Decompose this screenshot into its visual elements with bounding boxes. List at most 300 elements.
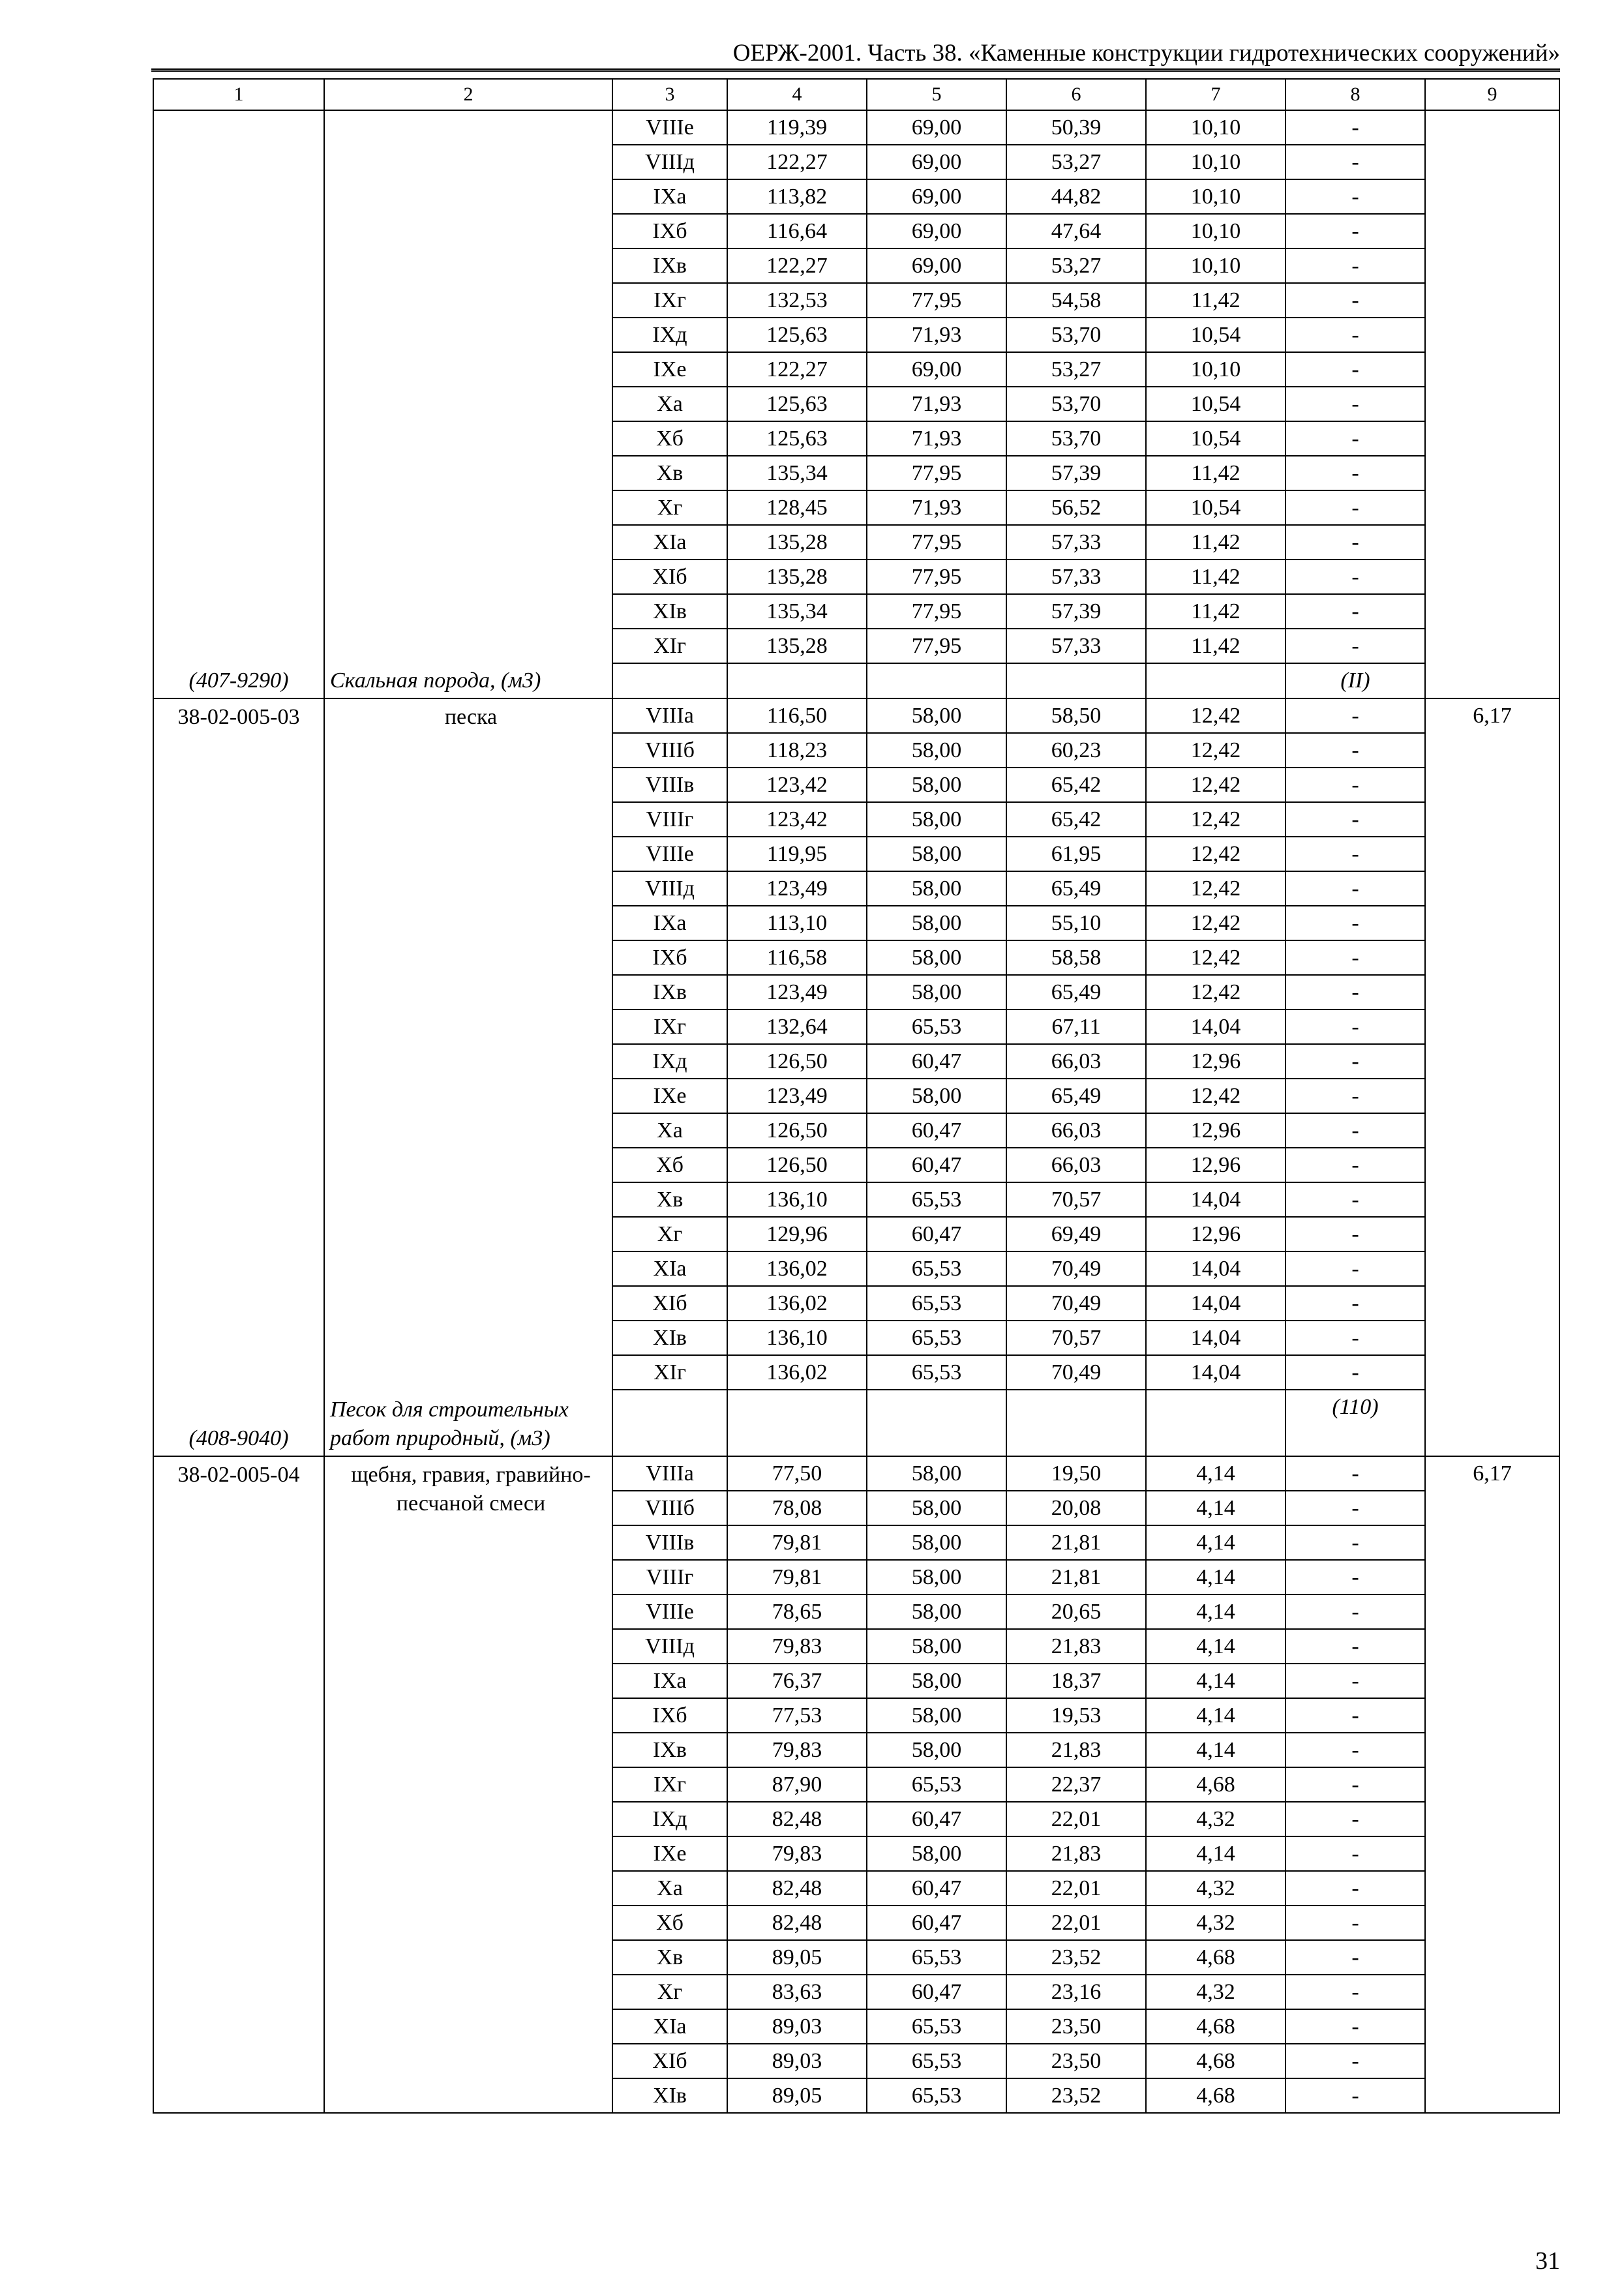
total-cost-cell: 123,49 (727, 871, 867, 906)
wages-cell: 58,00 (867, 837, 1006, 871)
materials-cell: - (1286, 1321, 1425, 1355)
total-cost-cell: 116,58 (727, 940, 867, 975)
zone-cell: IXб (612, 214, 727, 248)
machine-cost-cell: 22,01 (1006, 1802, 1146, 1836)
machine-cost-cell: 58,58 (1006, 940, 1146, 975)
total-cost-cell: 126,50 (727, 1113, 867, 1148)
machinist-wages-cell: 14,04 (1146, 1321, 1286, 1355)
resource-name: Песок для строительных работ природный, (м3) (330, 1398, 569, 1450)
machine-cost-cell: 65,42 (1006, 802, 1146, 837)
total-cost-cell: 135,34 (727, 594, 867, 629)
machine-cost-cell: 61,95 (1006, 837, 1146, 871)
wages-cell: 77,95 (867, 629, 1006, 663)
zone-cell: IXг (612, 1010, 727, 1044)
zone-cell: IXв (612, 1733, 727, 1767)
materials-cell: - (1286, 1113, 1425, 1148)
zone-cell: IXa (612, 906, 727, 940)
total-cost-cell: 89,05 (727, 2078, 867, 2113)
empty-cell (612, 663, 727, 698)
zone-cell: IXв (612, 248, 727, 283)
column-number: 6 (1006, 79, 1146, 110)
wages-cell: 60,47 (867, 1113, 1006, 1148)
materials-cell: - (1286, 594, 1425, 629)
materials-cell: - (1286, 1836, 1425, 1871)
machinist-wages-cell: 12,42 (1146, 1079, 1286, 1113)
column-number: 1 (153, 79, 324, 110)
total-cost-cell: 89,05 (727, 1940, 867, 1975)
wages-cell: 58,00 (867, 871, 1006, 906)
machine-cost-cell: 22,37 (1006, 1767, 1146, 1802)
materials-cell: - (1286, 1217, 1425, 1251)
wages-cell: 77,95 (867, 283, 1006, 318)
zone-cell: XIa (612, 2009, 727, 2044)
machine-cost-cell: 70,57 (1006, 1321, 1146, 1355)
total-cost-cell: 77,50 (727, 1456, 867, 1491)
zone-cell: VIIIa (612, 698, 727, 733)
zone-cell: XIв (612, 2078, 727, 2113)
machinist-wages-cell: 4,68 (1146, 2009, 1286, 2044)
machinist-wages-cell: 12,42 (1146, 975, 1286, 1010)
materials-cell: - (1286, 145, 1425, 179)
zone-cell: VIIIв (612, 768, 727, 802)
zone-cell: Xв (612, 456, 727, 490)
machine-cost-cell: 53,27 (1006, 145, 1146, 179)
materials-cell: - (1286, 975, 1425, 1010)
materials-cell: - (1286, 1560, 1425, 1594)
materials-cell: - (1286, 387, 1425, 421)
machine-cost-cell: 66,03 (1006, 1044, 1146, 1079)
wages-cell: 65,53 (867, 2009, 1006, 2044)
machinist-wages-cell: 12,42 (1146, 906, 1286, 940)
machine-cost-cell: 53,70 (1006, 387, 1146, 421)
norm-code-cell (153, 1456, 324, 2113)
wages-cell: 65,53 (867, 1286, 1006, 1321)
total-cost-cell: 87,90 (727, 1767, 867, 1802)
wages-cell: 60,47 (867, 1871, 1006, 1906)
wages-cell: 58,00 (867, 1456, 1006, 1491)
materials-cell: - (1286, 214, 1425, 248)
wages-cell: 77,95 (867, 560, 1006, 594)
wages-cell: 65,53 (867, 1010, 1006, 1044)
total-cost-cell: 82,48 (727, 1871, 867, 1906)
machinist-wages-cell: 4,14 (1146, 1560, 1286, 1594)
machinist-wages-cell: 12,96 (1146, 1148, 1286, 1182)
machine-cost-cell: 23,52 (1006, 1940, 1146, 1975)
materials-cell: - (1286, 2009, 1425, 2044)
wages-cell: 65,53 (867, 1355, 1006, 1390)
materials-cell: - (1286, 1594, 1425, 1629)
machinist-wages-cell: 11,42 (1146, 560, 1286, 594)
machinist-wages-cell: 4,32 (1146, 1871, 1286, 1906)
machine-cost-cell: 21,81 (1006, 1560, 1146, 1594)
zone-cell: Xб (612, 1906, 727, 1940)
machinist-wages-cell: 4,14 (1146, 1594, 1286, 1629)
wages-cell: 58,00 (867, 1836, 1006, 1871)
zone-cell: VIIIг (612, 802, 727, 837)
materials-cell: - (1286, 698, 1425, 733)
machine-cost-cell: 53,70 (1006, 318, 1146, 352)
machine-cost-cell: 55,10 (1006, 906, 1146, 940)
total-cost-cell: 122,27 (727, 145, 867, 179)
wages-cell: 77,95 (867, 525, 1006, 560)
column-number: 4 (727, 79, 867, 110)
materials-cell: - (1286, 1044, 1425, 1079)
zone-cell: Xв (612, 1940, 727, 1975)
materials-cell: - (1286, 1182, 1425, 1217)
machinist-wages-cell: 10,54 (1146, 421, 1286, 456)
materials-cell: - (1286, 179, 1425, 214)
total-cost-cell: 125,63 (727, 421, 867, 456)
zone-cell: XIг (612, 1355, 727, 1390)
total-cost-cell: 118,23 (727, 733, 867, 768)
total-cost-cell: 136,02 (727, 1251, 867, 1286)
machine-cost-cell: 57,39 (1006, 456, 1146, 490)
machine-cost-cell: 21,83 (1006, 1836, 1146, 1871)
wages-cell: 60,47 (867, 1975, 1006, 2009)
machine-cost-cell: 65,49 (1006, 871, 1146, 906)
norm-name: щебня, гравия, гравийно-песчаной смеси (351, 1463, 591, 1516)
total-cost-cell: 136,10 (727, 1182, 867, 1217)
machine-cost-cell: 53,70 (1006, 421, 1146, 456)
machine-cost-cell: 57,33 (1006, 629, 1146, 663)
machinist-wages-cell: 12,96 (1146, 1113, 1286, 1148)
machine-cost-cell: 57,39 (1006, 594, 1146, 629)
machinist-wages-cell: 12,42 (1146, 768, 1286, 802)
wages-cell: 65,53 (867, 1251, 1006, 1286)
machinist-wages-cell: 12,42 (1146, 802, 1286, 837)
total-cost-cell: 129,96 (727, 1217, 867, 1251)
resource-name: Скальная порода, (м3) (330, 668, 541, 693)
labor-cost-cell (1425, 1456, 1559, 2113)
empty-cell (867, 663, 1006, 698)
wages-cell: 69,00 (867, 352, 1006, 387)
empty-cell (1006, 1390, 1146, 1456)
machine-cost-cell: 50,39 (1006, 110, 1146, 145)
column-number: 3 (612, 79, 727, 110)
empty-cell (612, 1390, 727, 1456)
machinist-wages-cell: 4,68 (1146, 2044, 1286, 2078)
machine-cost-cell: 60,23 (1006, 733, 1146, 768)
norm-code-cell (153, 110, 324, 698)
machine-cost-cell: 66,03 (1006, 1113, 1146, 1148)
machine-cost-cell: 23,52 (1006, 2078, 1146, 2113)
materials-cell: - (1286, 1767, 1425, 1802)
materials-cell: - (1286, 1251, 1425, 1286)
resource-materials: (II) (1286, 663, 1425, 698)
zone-cell: XIб (612, 560, 727, 594)
total-cost-cell: 79,81 (727, 1560, 867, 1594)
norm-name-cell (324, 1456, 612, 2113)
materials-cell: - (1286, 2078, 1425, 2113)
machinist-wages-cell: 4,14 (1146, 1525, 1286, 1560)
total-cost-cell: 82,48 (727, 1906, 867, 1940)
zone-cell: VIIIб (612, 1491, 727, 1525)
materials-cell: - (1286, 1802, 1425, 1836)
machine-cost-cell: 70,49 (1006, 1355, 1146, 1390)
materials-cell: - (1286, 283, 1425, 318)
machine-cost-cell: 53,27 (1006, 248, 1146, 283)
materials-cell: - (1286, 110, 1425, 145)
zone-cell: IXe (612, 352, 727, 387)
machine-cost-cell: 70,49 (1006, 1286, 1146, 1321)
total-cost-cell: 125,63 (727, 387, 867, 421)
wages-cell: 65,53 (867, 1767, 1006, 1802)
materials-cell: - (1286, 768, 1425, 802)
zone-cell: Xa (612, 1871, 727, 1906)
resource-materials: (110) (1286, 1390, 1425, 1456)
machinist-wages-cell: 12,96 (1146, 1044, 1286, 1079)
empty-cell (1146, 1390, 1286, 1456)
column-number: 9 (1425, 79, 1559, 110)
wages-cell: 71,93 (867, 490, 1006, 525)
zone-cell: VIIIe (612, 110, 727, 145)
machine-cost-cell: 19,53 (1006, 1698, 1146, 1733)
zone-cell: Xa (612, 387, 727, 421)
machinist-wages-cell: 4,14 (1146, 1733, 1286, 1767)
empty-cell (727, 663, 867, 698)
wages-cell: 77,95 (867, 594, 1006, 629)
materials-cell: - (1286, 1733, 1425, 1767)
wages-cell: 65,53 (867, 1940, 1006, 1975)
materials-cell: - (1286, 1871, 1425, 1906)
zone-cell: VIIIe (612, 837, 727, 871)
wages-cell: 65,53 (867, 2044, 1006, 2078)
machine-cost-cell: 65,49 (1006, 1079, 1146, 1113)
total-cost-cell: 123,42 (727, 768, 867, 802)
materials-cell: - (1286, 1355, 1425, 1390)
wages-cell: 58,00 (867, 1079, 1006, 1113)
machinist-wages-cell: 4,14 (1146, 1629, 1286, 1664)
total-cost-cell: 78,65 (727, 1594, 867, 1629)
norm-code: 38-02-005-04 (177, 1463, 300, 1487)
total-cost-cell: 113,10 (727, 906, 867, 940)
machine-cost-cell: 57,33 (1006, 525, 1146, 560)
machinist-wages-cell: 4,32 (1146, 1906, 1286, 1940)
materials-cell: - (1286, 1906, 1425, 1940)
zone-cell: IXe (612, 1836, 727, 1871)
wages-cell: 58,00 (867, 733, 1006, 768)
zone-cell: VIIIa (612, 1456, 727, 1491)
wages-cell: 69,00 (867, 214, 1006, 248)
total-cost-cell: 132,64 (727, 1010, 867, 1044)
total-cost-cell: 82,48 (727, 1802, 867, 1836)
zone-cell: Xв (612, 1182, 727, 1217)
materials-cell: - (1286, 248, 1425, 283)
wages-cell: 58,00 (867, 940, 1006, 975)
machinist-wages-cell: 11,42 (1146, 283, 1286, 318)
machinist-wages-cell: 11,42 (1146, 456, 1286, 490)
machine-cost-cell: 58,50 (1006, 698, 1146, 733)
machine-cost-cell: 67,11 (1006, 1010, 1146, 1044)
zone-cell: VIIIг (612, 1560, 727, 1594)
total-cost-cell: 136,02 (727, 1286, 867, 1321)
zone-cell: VIIIд (612, 871, 727, 906)
column-number: 2 (324, 79, 612, 110)
total-cost-cell: 126,50 (727, 1148, 867, 1182)
total-cost-cell: 116,50 (727, 698, 867, 733)
total-cost-cell: 125,63 (727, 318, 867, 352)
machine-cost-cell: 21,83 (1006, 1629, 1146, 1664)
materials-cell: - (1286, 1525, 1425, 1560)
materials-cell: - (1286, 352, 1425, 387)
table-body (153, 79, 1559, 2113)
machine-cost-cell: 53,27 (1006, 352, 1146, 387)
materials-cell: - (1286, 1079, 1425, 1113)
total-cost-cell: 79,83 (727, 1733, 867, 1767)
wages-cell: 58,00 (867, 906, 1006, 940)
zone-cell: XIб (612, 1286, 727, 1321)
materials-cell: - (1286, 1491, 1425, 1525)
materials-cell: - (1286, 421, 1425, 456)
zone-cell: Xг (612, 1217, 727, 1251)
zone-cell: IXд (612, 1044, 727, 1079)
machinist-wages-cell: 12,42 (1146, 698, 1286, 733)
machinist-wages-cell: 11,42 (1146, 525, 1286, 560)
zone-cell: Xг (612, 1975, 727, 2009)
machine-cost-cell: 20,08 (1006, 1491, 1146, 1525)
total-cost-cell: 77,53 (727, 1698, 867, 1733)
column-number: 8 (1286, 79, 1425, 110)
materials-cell: - (1286, 456, 1425, 490)
machinist-wages-cell: 11,42 (1146, 594, 1286, 629)
machine-cost-cell: 20,65 (1006, 1594, 1146, 1629)
total-cost-cell: 135,28 (727, 629, 867, 663)
total-cost-cell: 135,28 (727, 560, 867, 594)
wages-cell: 58,00 (867, 1664, 1006, 1698)
machinist-wages-cell: 10,10 (1146, 110, 1286, 145)
total-cost-cell: 132,53 (727, 283, 867, 318)
wages-cell: 65,53 (867, 2078, 1006, 2113)
machinist-wages-cell: 4,14 (1146, 1456, 1286, 1491)
wages-cell: 58,00 (867, 1560, 1006, 1594)
zone-cell: Xб (612, 421, 727, 456)
zone-cell: VIIIв (612, 1525, 727, 1560)
wages-cell: 58,00 (867, 768, 1006, 802)
zone-cell: XIг (612, 629, 727, 663)
total-cost-cell: 135,28 (727, 525, 867, 560)
zone-cell: IXд (612, 318, 727, 352)
machinist-wages-cell: 10,10 (1146, 248, 1286, 283)
machine-cost-cell: 22,01 (1006, 1906, 1146, 1940)
machinist-wages-cell: 4,68 (1146, 1767, 1286, 1802)
total-cost-cell: 126,50 (727, 1044, 867, 1079)
wages-cell: 69,00 (867, 248, 1006, 283)
rates-table (153, 78, 1560, 2114)
empty-cell (867, 1390, 1006, 1456)
wages-cell: 60,47 (867, 1802, 1006, 1836)
machinist-wages-cell: 4,14 (1146, 1664, 1286, 1698)
wages-cell: 58,00 (867, 698, 1006, 733)
materials-cell: - (1286, 940, 1425, 975)
empty-cell (1146, 663, 1286, 698)
norm-name: песка (444, 705, 498, 729)
materials-cell: - (1286, 1975, 1425, 2009)
total-cost-cell: 123,49 (727, 1079, 867, 1113)
machine-cost-cell: 21,83 (1006, 1733, 1146, 1767)
machine-cost-cell: 56,52 (1006, 490, 1146, 525)
materials-cell: - (1286, 490, 1425, 525)
zone-cell: IXб (612, 940, 727, 975)
machine-cost-cell: 47,64 (1006, 214, 1146, 248)
materials-cell: - (1286, 1286, 1425, 1321)
zone-cell: XIв (612, 594, 727, 629)
wages-cell: 69,00 (867, 110, 1006, 145)
zone-cell: IXe (612, 1079, 727, 1113)
zone-cell: IXб (612, 1698, 727, 1733)
machinist-wages-cell: 4,68 (1146, 2078, 1286, 2113)
labor-cost-cell (1425, 698, 1559, 1456)
table-row (153, 1456, 1559, 1491)
machine-cost-cell: 65,49 (1006, 975, 1146, 1010)
total-cost-cell: 116,64 (727, 214, 867, 248)
machinist-wages-cell: 10,10 (1146, 179, 1286, 214)
machinist-wages-cell: 14,04 (1146, 1182, 1286, 1217)
machine-cost-cell: 70,57 (1006, 1182, 1146, 1217)
materials-cell: - (1286, 906, 1425, 940)
total-cost-cell: 135,34 (727, 456, 867, 490)
zone-cell: Xг (612, 490, 727, 525)
machinist-wages-cell: 12,42 (1146, 871, 1286, 906)
document-title: ОЕРЖ-2001. Часть 38. «Каменные конструкции гидротехнических сооружений» (732, 40, 1560, 67)
header-rule (151, 68, 1560, 72)
total-cost-cell: 89,03 (727, 2044, 867, 2078)
machinist-wages-cell: 14,04 (1146, 1286, 1286, 1321)
zone-cell: IXв (612, 975, 727, 1010)
total-cost-cell: 119,39 (727, 110, 867, 145)
machinist-wages-cell: 14,04 (1146, 1355, 1286, 1390)
machine-cost-cell: 19,50 (1006, 1456, 1146, 1491)
total-cost-cell: 78,08 (727, 1491, 867, 1525)
wages-cell: 58,00 (867, 802, 1006, 837)
materials-cell: - (1286, 837, 1425, 871)
machine-cost-cell: 23,50 (1006, 2044, 1146, 2078)
materials-cell: - (1286, 318, 1425, 352)
machinist-wages-cell: 4,14 (1146, 1836, 1286, 1871)
zone-cell: IXг (612, 283, 727, 318)
wages-cell: 69,00 (867, 179, 1006, 214)
total-cost-cell: 136,02 (727, 1355, 867, 1390)
total-cost-cell: 76,37 (727, 1664, 867, 1698)
machine-cost-cell: 23,16 (1006, 1975, 1146, 2009)
machine-cost-cell: 44,82 (1006, 179, 1146, 214)
norm-code-cell (153, 698, 324, 1456)
zone-cell: IXг (612, 1767, 727, 1802)
zone-cell: Xб (612, 1148, 727, 1182)
wages-cell: 58,00 (867, 1698, 1006, 1733)
total-cost-cell: 128,45 (727, 490, 867, 525)
wages-cell: 58,00 (867, 1733, 1006, 1767)
column-number-row (153, 79, 1559, 110)
zone-cell: XIв (612, 1321, 727, 1355)
materials-cell: - (1286, 1664, 1425, 1698)
zone-cell: XIa (612, 1251, 727, 1286)
labor-cost: 6,17 (1473, 704, 1512, 728)
machine-cost-cell: 69,49 (1006, 1217, 1146, 1251)
machine-cost-cell: 18,37 (1006, 1664, 1146, 1698)
column-number: 5 (867, 79, 1006, 110)
zone-cell: VIIIe (612, 1594, 727, 1629)
machine-cost-cell: 22,01 (1006, 1871, 1146, 1906)
machinist-wages-cell: 10,54 (1146, 490, 1286, 525)
labor-cost: 6,17 (1473, 1461, 1512, 1486)
zone-cell: VIIIб (612, 733, 727, 768)
materials-cell: - (1286, 1629, 1425, 1664)
total-cost-cell: 89,03 (727, 2009, 867, 2044)
machinist-wages-cell: 4,32 (1146, 1975, 1286, 2009)
wages-cell: 58,00 (867, 1525, 1006, 1560)
wages-cell: 58,00 (867, 1491, 1006, 1525)
empty-cell (1006, 663, 1146, 698)
